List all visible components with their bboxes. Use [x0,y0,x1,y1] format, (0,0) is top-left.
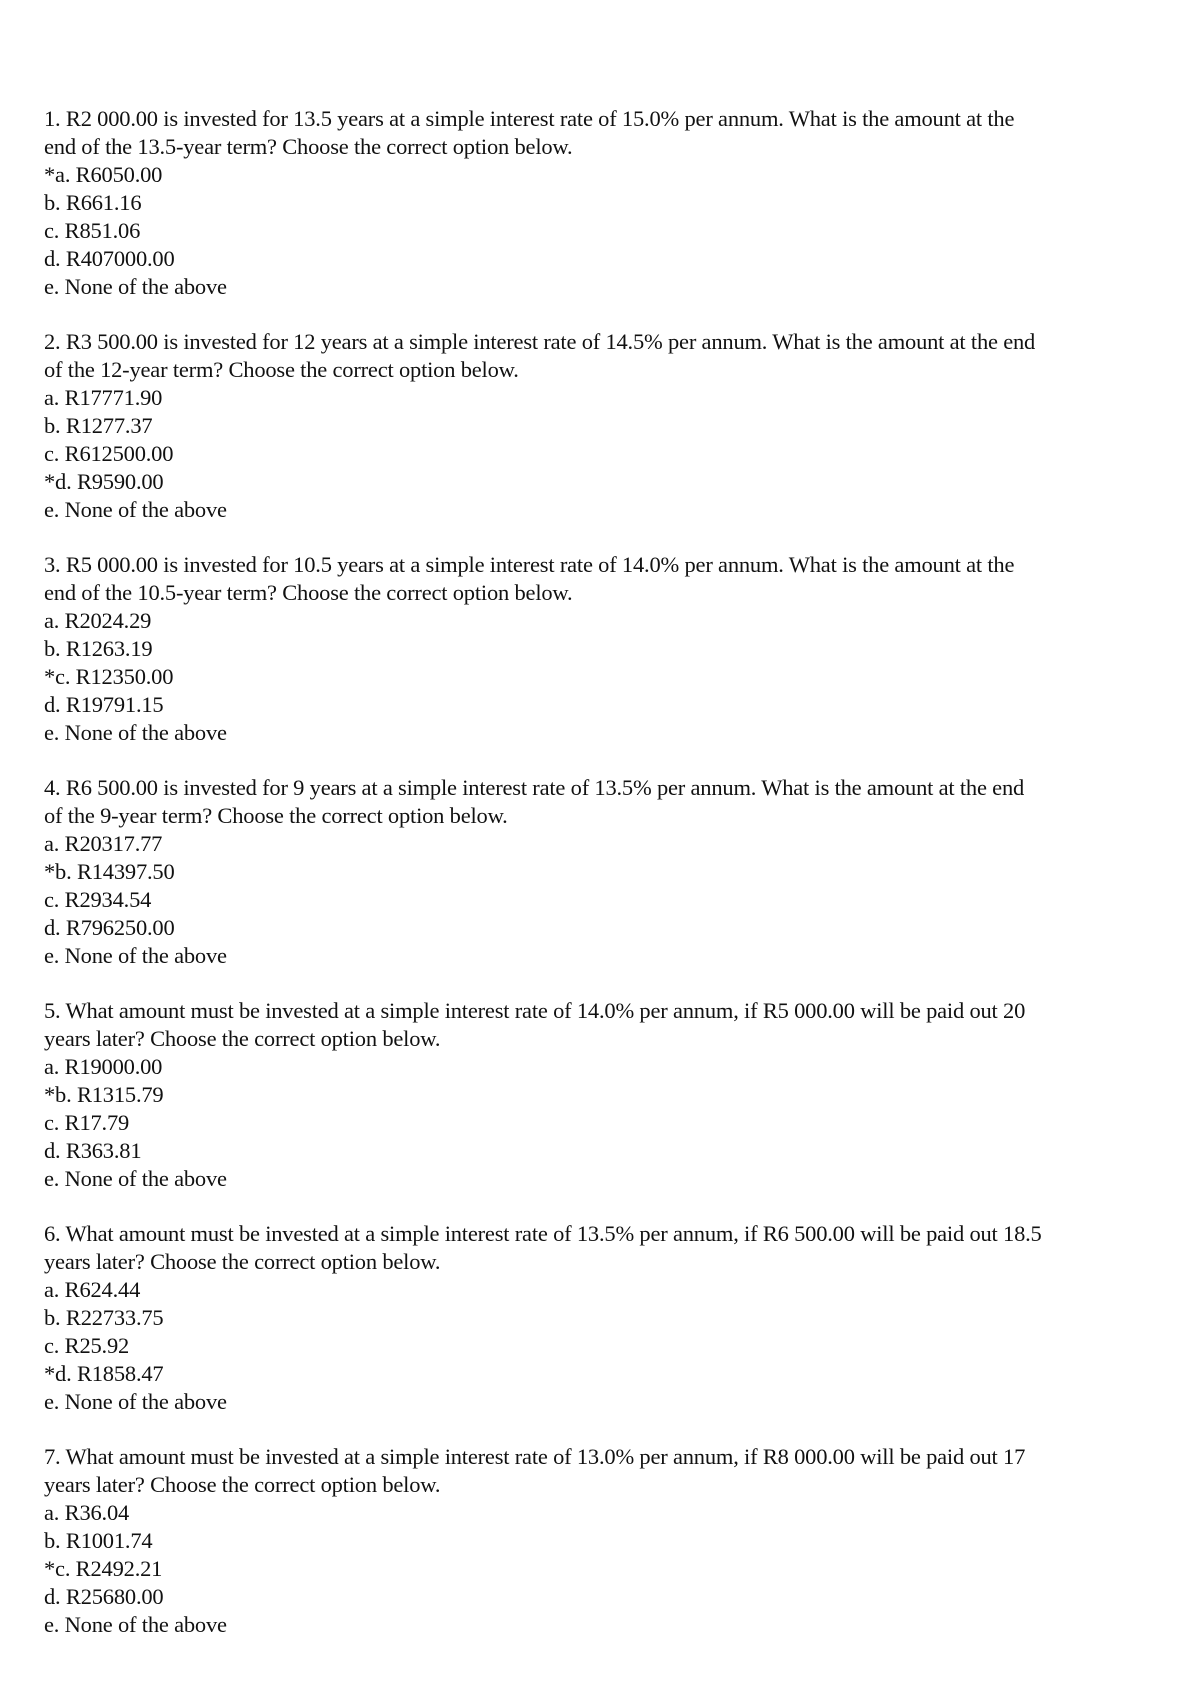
answer-option: e. None of the above [44,274,227,299]
question-stem: 1. R2 000.00 is invested for 13.5 years at a simple interest rate of 15.0% per annum. What is the amount at the [44,106,1015,131]
answer-option: c. R851.06 [44,218,141,243]
answer-option: a. R2024.29 [44,608,152,633]
question-stem: of the 12-year term? Choose the correct option below. [44,357,519,382]
question-stem: 4. R6 500.00 is invested for 9 years at a simple interest rate of 13.5% per annum. What is the amount at the end [44,775,1025,800]
answer-option: c. R2934.54 [44,887,152,912]
answer-option: e. None of the above [44,720,227,745]
answer-option: c. R25.92 [44,1333,130,1358]
answer-option: d. R363.81 [44,1138,142,1163]
answer-option: d. R796250.00 [44,915,175,940]
answer-option: a. R17771.90 [44,385,163,410]
answer-option: d. R407000.00 [44,246,175,271]
answer-option: b. R661.16 [44,190,142,215]
question-2 [44,328,1164,524]
answer-option: e. None of the above [44,497,227,522]
answer-option: a. R20317.77 [44,831,163,856]
question-stem: years later? Choose the correct option below. [44,1249,441,1274]
answer-option: e. None of the above [44,1166,227,1191]
answer-option: *c. R2492.21 [44,1556,163,1581]
answer-option: *b. R14397.50 [44,859,175,884]
question-5 [44,997,1164,1193]
answer-option: *a. R6050.00 [44,162,163,187]
answer-option: a. R624.44 [44,1277,141,1302]
question-stem: of the 9-year term? Choose the correct option below. [44,803,508,828]
answer-option: c. R612500.00 [44,441,174,466]
answer-option: b. R1263.19 [44,636,153,661]
question-stem: end of the 10.5-year term? Choose the correct option below. [44,580,573,605]
question-stem: years later? Choose the correct option below. [44,1026,441,1051]
question-stem: end of the 13.5-year term? Choose the correct option below. [44,134,573,159]
answer-option: b. R1001.74 [44,1528,153,1553]
question-1 [44,105,1164,301]
answer-option: a. R19000.00 [44,1054,163,1079]
answer-option: e. None of the above [44,943,227,968]
answer-option: *d. R1858.47 [44,1361,164,1386]
document-page [44,105,1164,1666]
question-stem: 7. What amount must be invested at a simple interest rate of 13.0% per annum, if R8 000.00 will be paid out 17 [44,1444,1026,1469]
answer-option: *b. R1315.79 [44,1082,164,1107]
question-stem: 3. R5 000.00 is invested for 10.5 years at a simple interest rate of 14.0% per annum. What is the amount at the [44,552,1015,577]
answer-option: d. R25680.00 [44,1584,164,1609]
question-stem: 2. R3 500.00 is invested for 12 years at a simple interest rate of 14.5% per annum. What is the amount at the end [44,329,1036,354]
answer-option: b. R22733.75 [44,1305,164,1330]
answer-option: *c. R12350.00 [44,664,174,689]
question-6 [44,1220,1164,1416]
question-stem: years later? Choose the correct option below. [44,1472,441,1497]
answer-option: e. None of the above [44,1389,227,1414]
question-7 [44,1443,1164,1639]
answer-option: e. None of the above [44,1612,227,1637]
answer-option: c. R17.79 [44,1110,130,1135]
answer-option: *d. R9590.00 [44,469,164,494]
question-stem: 6. What amount must be invested at a simple interest rate of 13.5% per annum, if R6 500.00 will be paid out 18.5 [44,1221,1042,1246]
answer-option: a. R36.04 [44,1500,130,1525]
question-stem: 5. What amount must be invested at a simple interest rate of 14.0% per annum, if R5 000.00 will be paid out 20 [44,998,1026,1023]
answer-option: d. R19791.15 [44,692,164,717]
question-4 [44,774,1164,970]
question-3 [44,551,1164,747]
answer-option: b. R1277.37 [44,413,153,438]
